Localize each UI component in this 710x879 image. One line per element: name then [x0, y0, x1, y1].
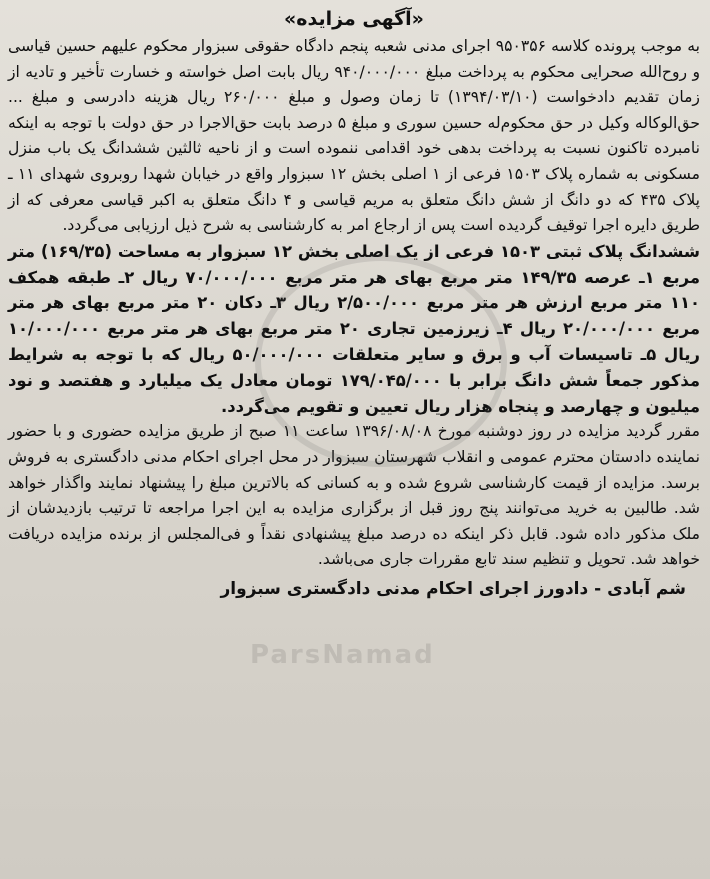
watermark-text: ParsNamad	[250, 640, 435, 670]
notice-paragraph-auction: مقرر گردید مزایده در روز دوشنبه مورخ ۱۳۹۶/۰۸/۰۸ ساعت ۱۱ صبح از طریق مزایده حضوری و با حضور نماینده دادستان محترم عمومی و انقلاب شهرستان سبزوار در محل اجرای احکام مدنی دادگستری به فروش برسد. مزایده از قیمت کارشناسی شروع شده و به کسانی که بالاترین مبلغ را پیشنهاد نمایند واگذار خواهد شد. طالبین به خرید می‌توانند پنج روز قبل از برگزاری مزایده به این اجرا مراجعه تا ترتیب بازدیدشان از ملک مذکور داده شود. قابل ذکر اینکه ده درصد مبلغ پیشنهادی نقداً و فی‌المجلس از برنده مزایده دریافت خواهد شد. تحویل و تنظیم سند تابع مقررات جاری می‌باشد.	[8, 422, 701, 569]
notice-paragraph-intro: به موجب پرونده کلاسه ۹۵۰۳۵۶ اجرای مدنی شعبه پنجم دادگاه حقوقی سبزوار محکوم علیهم حسین قیاسی و روح‌الله صحرایی محکوم به پرداخت مبلغ ۹۴۰/۰۰۰/۰۰۰ ریال بابت اصل خواسته و خسارت تأخیر و تادیه از زمان تقدیم دادخواست (۱۳۹۴/۰۳/۱۰) تا زمان وصول و مبلغ ۲۶۰/۰۰۰ ریال هزینه دادرسی و مبلغ ... حق‌الوکاله وکیل در حق محکوم‌له حسین سوری و مبلغ ۵ درصد بابت حق‌الاجرا در حق دولت با توجه به اینکه نامبرده تاکنون نسبت به پرداخت بدهی خود اقدامی ننموده است و از ناحیه ثالثین ششدانگ یک باب منزل مسکونی به شماره پلاک ۱۵۰۳ فرعی از ۱ اصلی بخش ۱۲ سبزوار واقع در خیابان شهدا روبروی شهدای ۱۱ ـ پلاک ۴۳۵ که دو دانگ از شش دانگ متعلق به مریم قیاسی و ۴ دانگ متعلق به اکبر قیاسی معرفی که از طریق دایره اجرا توقیف گردیده است پس از ارجاع امر به کارشناسی به شرح ذیل ارزیابی می‌گردد.	[8, 37, 701, 235]
notice-signature: شم آبادی - دادورز اجرای احکام مدنی دادگستری سبزوار	[220, 578, 686, 599]
notice-paragraph-valuation: ششدانگ پلاک ثبتی ۱۵۰۳ فرعی از یک اصلی بخش ۱۲ سبزوار به مساحت (۱۶۹/۳۵) متر مربع ۱ـ عرصه ۱۴۹/۳۵ متر مربع بهای هر متر مربع ۷۰/۰۰۰/۰۰۰ ریال ۲ـ طبقه همکف ۱۱۰ متر مربع ارزش هر متر مربع ۲/۵۰۰/۰۰۰ ریال ۳ـ دکان ۲۰ متر مربع بهای هر متر مربع ۲۰/۰۰۰/۰۰۰ ریال ۴ـ زیرزمین تجاری ۲۰ متر مربع بهای هر متر مربع ۱۰/۰۰۰/۰۰۰ ریال ۵ـ تاسیسات آب و برق و سایر متعلقات ۵۰/۰۰۰/۰۰۰ ریال که با توجه به شرایط مذکور جمعاً شش دانگ برابر با ۱۷۹/۰۴۵/۰۰۰ تومان معادل یک میلیارد و هفتصد و نود میلیون و چهارصد و پنجاه هزار ریال تعیین و تقویم می‌گردد.	[8, 241, 701, 416]
notice-title: «آگهی مزایده»	[284, 8, 424, 30]
